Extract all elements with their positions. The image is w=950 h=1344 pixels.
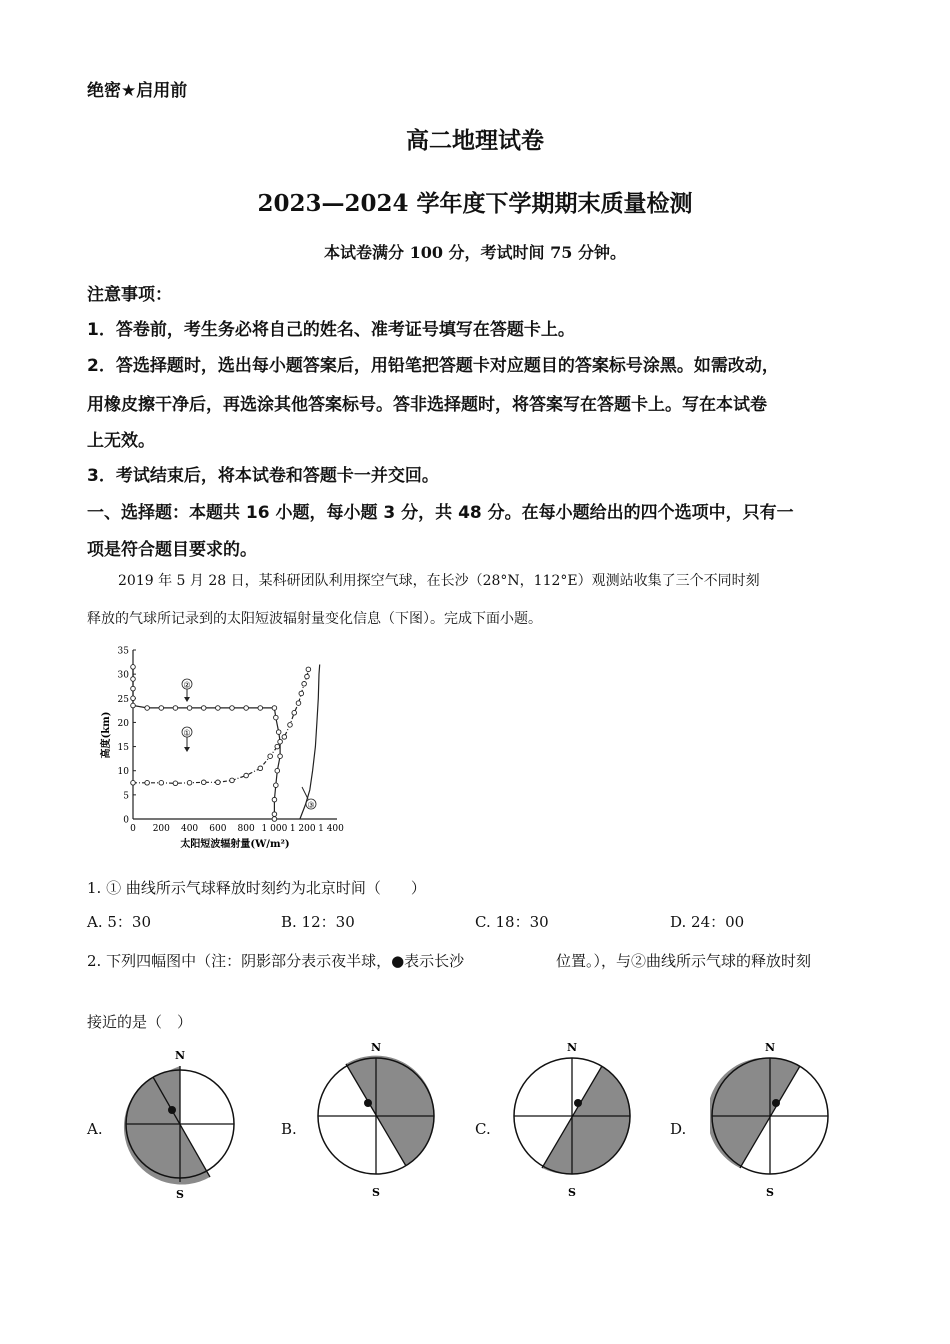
q2-option-d-label[interactable]: D. (670, 1120, 687, 1138)
svg-text:③: ③ (307, 800, 315, 810)
section-heading-line2: 项是符合题目要求的。 (87, 540, 257, 560)
data-point (145, 780, 150, 785)
data-point (201, 706, 206, 711)
data-point (131, 703, 136, 708)
x-tick-label: 600 (209, 824, 227, 834)
data-point (306, 667, 311, 672)
data-point (159, 706, 164, 711)
data-point (272, 706, 277, 711)
data-point (131, 686, 136, 691)
data-point (276, 730, 281, 735)
north-label: N (370, 1041, 382, 1054)
x-tick-label: 1 200 (289, 824, 316, 834)
data-point (131, 780, 136, 785)
confidential-mark: 绝密★启用前 (87, 81, 188, 101)
data-point (272, 817, 277, 822)
y-tick-label: 25 (117, 694, 129, 705)
note-3: 3．考试结束后，将本试卷和答题卡一并交回。 (87, 466, 439, 486)
changsha-dot (574, 1099, 582, 1107)
q2-stem-line1a: 2. 下列四幅图中（注：阴影部分表示夜半球，●表示长沙 (87, 952, 465, 970)
data-point (159, 780, 164, 785)
data-point (131, 696, 136, 701)
data-point (258, 766, 263, 771)
score-line: 本试卷满分 100 分，考试时间 75 分钟。 (324, 243, 626, 262)
y-tick-label: 10 (117, 767, 129, 778)
south-label: S (766, 1186, 774, 1199)
data-point (305, 674, 310, 679)
data-point (244, 773, 249, 778)
q1-option-d[interactable]: D. 24：00 (670, 913, 745, 931)
data-point (272, 812, 277, 817)
x-tick-label: 1 400 (318, 824, 344, 834)
q2-option-b-label[interactable]: B. (281, 1120, 297, 1138)
data-point (302, 682, 307, 687)
data-point (299, 691, 304, 696)
data-point (230, 778, 235, 783)
q2-option-a-diagram[interactable] (122, 1042, 242, 1202)
data-point (173, 706, 178, 711)
data-point (201, 780, 206, 785)
data-point (173, 781, 178, 786)
section-heading-line1: 一、选择题：本题共 16 小题，每小题 3 分，共 48 分。在每小题给出的四个选项中，只有一 (87, 503, 794, 523)
changsha-dot (364, 1099, 372, 1107)
data-point (272, 797, 277, 802)
data-point (131, 665, 136, 670)
note-1: 1．答卷前，考生务必将自己的姓名、准考证号填写在答题卡上。 (87, 320, 575, 340)
y-tick-label: 30 (117, 670, 129, 681)
x-tick-label: 400 (180, 824, 199, 834)
note-2-line2: 用橡皮擦干净后，再选涂其他答案标号。答非选择题时，将答案写在答题卡上。写在本试卷 (87, 395, 767, 415)
q2-stem-line1b: 位置。），与②曲线所示气球的释放时刻 (556, 952, 812, 970)
note-2-line3: 上无效。 (87, 431, 155, 451)
data-point (216, 706, 221, 711)
q1-option-a[interactable]: A. 5：30 (87, 913, 151, 931)
data-point (244, 706, 249, 711)
q2-stem-line2: 接近的是（ ） (87, 1013, 193, 1031)
data-point (275, 768, 280, 773)
y-tick-label: 0 (123, 815, 129, 826)
data-point (274, 715, 279, 720)
svg-text:②: ② (183, 680, 191, 690)
night-shade (376, 1058, 434, 1116)
passage-line2: 释放的气球所记录到的太阳短波辐射量变化信息（下图）。完成下面小题。 (87, 611, 542, 627)
data-point (216, 780, 221, 785)
data-point (187, 706, 192, 711)
radiation-chart (95, 642, 355, 857)
q2-option-d-diagram[interactable] (710, 1036, 834, 1201)
q2-option-c-diagram[interactable] (512, 1036, 636, 1201)
y-tick-label: 15 (117, 743, 129, 754)
south-label: S (372, 1186, 380, 1199)
passage-line1: 2019 年 5 月 28 日，某科研团队利用探空气球，在长沙（28°N，112°E）观测站收集了三个不同时刻 (118, 573, 760, 589)
y-axis-label: 高度(km) (101, 711, 112, 759)
data-point (292, 710, 297, 715)
data-point (278, 739, 283, 744)
data-point (288, 723, 293, 728)
x-tick-label: 1 000 (261, 824, 288, 834)
q2-option-b-diagram[interactable] (316, 1036, 440, 1201)
q1-stem: 1. ① 曲线所示气球释放时刻约为北京时间（ ） (87, 879, 426, 897)
south-label: S (176, 1188, 184, 1201)
north-label: N (566, 1041, 578, 1054)
x-axis-label: 太阳短波辐射量(W/m²) (180, 839, 290, 850)
q1-option-b[interactable]: B. 12：30 (281, 913, 355, 931)
q2-option-a-label[interactable]: A. (87, 1120, 103, 1138)
y-tick-label: 35 (117, 646, 129, 657)
x-tick-label: 0 (130, 824, 136, 834)
data-point (230, 706, 235, 711)
exam-subtitle: 2023—2024 学年度下学期期末质量检测 (257, 190, 693, 217)
changsha-dot (772, 1099, 780, 1107)
data-point (274, 783, 279, 788)
night-shade (124, 1066, 210, 1185)
x-tick-label: 200 (152, 824, 170, 834)
changsha-dot (168, 1106, 176, 1114)
data-point (258, 706, 263, 711)
svg-text:①: ① (183, 728, 191, 738)
note-2-line1: 2．答选择题时，选出每小题答案后，用铅笔把答题卡对应题目的答案标号涂黑。如需改动， (87, 356, 779, 376)
data-point (145, 706, 150, 711)
south-label: S (568, 1186, 576, 1199)
north-label: N (174, 1049, 186, 1062)
q1-option-c[interactable]: C. 18：30 (475, 913, 549, 931)
x-tick-label: 800 (237, 824, 255, 834)
y-tick-label: 5 (123, 791, 129, 802)
data-point (282, 735, 287, 740)
notes-heading: 注意事项： (87, 285, 172, 305)
data-point (131, 677, 136, 682)
data-point (268, 754, 273, 759)
y-tick-label: 20 (117, 718, 129, 729)
q2-option-c-label[interactable]: C. (475, 1120, 491, 1138)
data-point (278, 754, 283, 759)
data-point (275, 744, 280, 749)
north-label: N (764, 1041, 776, 1054)
exam-title: 高二地理试卷 (406, 127, 544, 154)
data-point (187, 780, 192, 785)
data-point (296, 701, 301, 706)
